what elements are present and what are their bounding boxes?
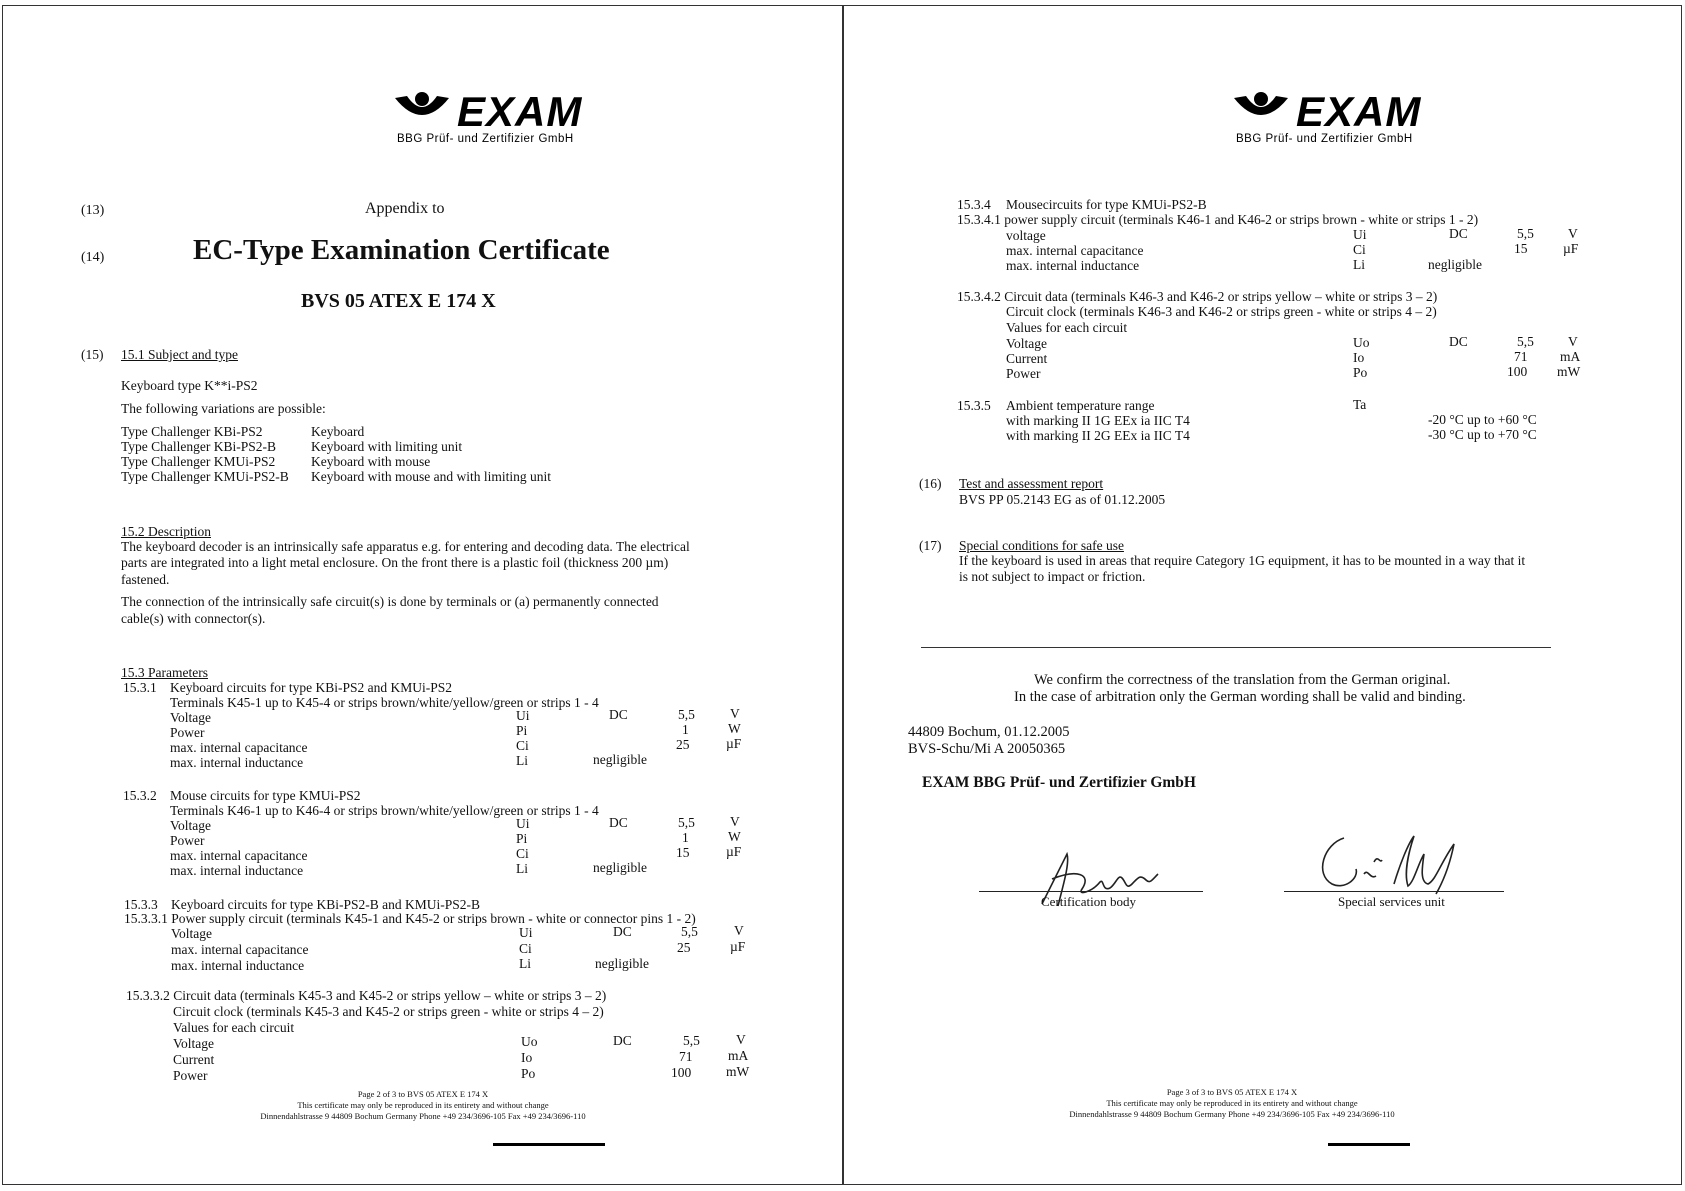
param-kind: DC (609, 707, 628, 722)
param-symbol: Pi (516, 723, 528, 738)
param-symbol: Io (521, 1050, 533, 1065)
variation-type: Type Challenger KMUi-PS2 (121, 454, 276, 469)
description-line: fastened. (121, 572, 170, 587)
company-name: EXAM BBG Prüf- und Zertifizier GmbH (922, 774, 1196, 791)
section-subtitle: Values for each circuit (173, 1020, 295, 1035)
param-symbol: Ta (1353, 397, 1367, 412)
section-number: 15.3.5 (957, 398, 991, 413)
footer-notice: This certificate may only be reproduced in its entirety and without change (297, 1100, 549, 1110)
param-value: 5,5 (1517, 334, 1534, 349)
section-number: 15.3.2 (123, 788, 157, 803)
marking-label: with marking II 2G EEx ia IIC T4 (1006, 428, 1190, 443)
param-name: Current (173, 1052, 215, 1067)
exam-logo-icon (393, 92, 451, 128)
param-kind: DC (613, 1033, 632, 1048)
param-value: 5,5 (678, 815, 695, 830)
param-symbol: Ci (1353, 242, 1366, 257)
param-kind: DC (613, 924, 632, 939)
param-unit: mW (1557, 364, 1581, 379)
signature-label: Special services unit (1338, 894, 1445, 909)
section-subtitle: 15.3.4.1 power supply circuit (terminals K46-1 and K46-2 or strips brown - white or strips 1 - 2) (957, 212, 1479, 227)
param-value: 5,5 (683, 1033, 700, 1048)
param-name: max. internal inductance (1006, 258, 1140, 273)
param-unit: V (730, 706, 740, 721)
param-value: 1 (682, 830, 689, 845)
param-name: Power (170, 833, 205, 848)
param-kind: DC (1449, 334, 1468, 349)
param-unit: V (734, 923, 744, 938)
file-reference: BVS-Schu/Mi A 20050365 (908, 741, 1066, 757)
param-symbol: Ui (516, 816, 530, 831)
param-name: Power (170, 725, 205, 740)
section-number: 15.3.1 (123, 680, 157, 695)
param-value: 71 (1514, 349, 1528, 364)
section-subtitle: 15.3.4.2 Circuit data (terminals K46-3 and K46-2 or strips yellow – white or strips 3 – 2) (957, 289, 1438, 304)
param-name: max. internal inductance (170, 863, 304, 878)
footer-page-ref: Page 2 of 3 to BVS 05 ATEX E 174 X (357, 1089, 489, 1099)
param-kind: negligible (593, 860, 647, 875)
param-unit: V (736, 1032, 746, 1047)
page-footer (962, 1087, 1502, 1120)
variation-desc: Keyboard with mouse (311, 454, 431, 469)
param-unit: mW (726, 1064, 750, 1079)
section-subtitle: 15.3.3.1 Power supply circuit (terminals K45-1 and K45-2 or strips brown - white or connector pins 1 - 2) (124, 911, 696, 926)
param-unit: µF (730, 939, 746, 954)
marking-label: with marking II 1G EEx ia IIC T4 (1006, 413, 1190, 428)
section-number: 15.3.3 (124, 897, 158, 912)
description-line: The keyboard decoder is an intrinsically safe apparatus e.g. for entering and decoding data. The electrical (121, 539, 690, 554)
param-name: max. internal capacitance (171, 942, 309, 957)
section-title: Ambient temperature range (1006, 398, 1155, 413)
temperature-range: -30 °C up to +70 °C (1428, 427, 1537, 442)
report-heading: Test and assessment report (959, 476, 1104, 491)
section-15-1-heading: 15.1 Subject and type (121, 347, 238, 362)
exam-logo (393, 90, 613, 160)
param-symbol: Li (516, 861, 528, 876)
param-unit: W (728, 721, 741, 736)
divider (921, 647, 1551, 648)
signature-line (1284, 891, 1504, 892)
certificate-title: EC-Type Examination Certificate (193, 234, 610, 266)
section-subtitle: Circuit clock (terminals K46-3 and K46-2 or strips green - white or strips 4 – 2) (1006, 304, 1437, 319)
param-value: 5,5 (681, 924, 698, 939)
page-footer (153, 1089, 693, 1122)
param-value: 5,5 (678, 707, 695, 722)
param-symbol: Po (521, 1066, 536, 1081)
param-symbol: Ui (519, 925, 533, 940)
description-line: The connection of the intrinsically safe circuit(s) is done by terminals or (a) permanently connected (121, 594, 659, 609)
certificate-number: BVS 05 ATEX E 174 X (301, 290, 496, 312)
footer-address: Dinnendahlstrasse 9 44809 Bochum Germany Phone +49 234/3696-105 Fax +49 234/3696-110 (1069, 1109, 1395, 1119)
variation-type: Type Challenger KMUi-PS2-B (121, 469, 289, 484)
param-value: 25 (676, 737, 690, 752)
section-subtitle: Terminals K46-1 up to K46-4 or strips brown/white/yellow/green or strips 1 - 4 (170, 803, 599, 818)
param-value: 71 (679, 1049, 693, 1064)
param-name: Voltage (170, 818, 211, 833)
param-symbol: Io (1353, 350, 1365, 365)
report-reference: BVS PP 05.2143 EG as of 01.12.2005 (959, 492, 1166, 507)
param-symbol: Li (519, 956, 531, 971)
keyboard-type: Keyboard type K**i-PS2 (121, 378, 258, 393)
signature-line (979, 891, 1203, 892)
param-kind: DC (609, 815, 628, 830)
appendix-label: Appendix to (365, 200, 445, 217)
variation-type: Type Challenger KBi-PS2-B (121, 439, 277, 454)
variation-desc: Keyboard (311, 424, 365, 439)
param-kind: DC (1449, 226, 1468, 241)
footer-bar (1328, 1143, 1410, 1146)
param-symbol: Ui (516, 708, 530, 723)
param-value: 15 (676, 845, 690, 860)
param-unit: V (1568, 226, 1578, 241)
logo-word: EXAM (457, 88, 583, 135)
logo-word: EXAM (1296, 88, 1422, 135)
section-15-3-heading: 15.3 Parameters (121, 665, 208, 680)
section-subtitle: Values for each circuit (1006, 320, 1128, 335)
param-unit: µF (726, 736, 742, 751)
footer-address: Dinnendahlstrasse 9 44809 Bochum Germany Phone +49 234/3696-105 Fax +49 234/3696-110 (260, 1111, 586, 1121)
temperature-range: -20 °C up to +60 °C (1428, 412, 1537, 427)
param-unit: V (730, 814, 740, 829)
variation-desc: Keyboard with limiting unit (311, 439, 463, 454)
logo-subtitle: BBG Prüf- und Zertifizier GmbH (1236, 133, 1413, 145)
exam-logo-icon (1232, 92, 1290, 128)
logo-subtitle: BBG Prüf- und Zertifizier GmbH (397, 133, 574, 145)
param-name: voltage (1006, 228, 1046, 243)
item-number-15: (15) (81, 347, 104, 362)
param-symbol: Pi (516, 831, 528, 846)
section-title: Mouse circuits for type KMUi-PS2 (170, 788, 361, 803)
param-name: max. internal capacitance (1006, 243, 1144, 258)
section-title: Mousecircuits for type KMUi-PS2-B (1006, 197, 1207, 212)
param-value: 15 (1514, 241, 1528, 256)
variations-intro: The following variations are possible: (121, 401, 326, 416)
param-unit: W (728, 829, 741, 844)
param-name: Voltage (173, 1036, 214, 1051)
description-line: cable(s) with connector(s). (121, 611, 266, 626)
param-name: Power (173, 1068, 208, 1083)
confirmation-line: In the case of arbitration only the German wording shall be valid and binding. (1014, 689, 1466, 705)
param-kind: negligible (593, 752, 647, 767)
param-symbol: Ci (516, 738, 529, 753)
param-unit: µF (1563, 241, 1579, 256)
param-symbol: Li (1353, 257, 1365, 272)
param-value: 5,5 (1517, 226, 1534, 241)
param-unit: mA (1560, 349, 1581, 364)
description-line: parts are integrated into a light metal enclosure. On the front there is a plastic foil (thickness 200 µm) (121, 555, 669, 570)
item-number-16: (16) (919, 476, 942, 491)
variation-type: Type Challenger KBi-PS2 (121, 424, 263, 439)
param-kind: negligible (1428, 257, 1482, 272)
param-unit: mA (728, 1048, 749, 1063)
param-symbol: Ci (516, 846, 529, 861)
certificate-page-3 (843, 5, 1682, 1185)
item-number-14: (14) (81, 250, 105, 265)
param-unit: V (1568, 334, 1578, 349)
exam-logo (1232, 90, 1452, 160)
special-conditions-text: If the keyboard is used in areas that require Category 1G equipment, it has to be mounted in a way that it (959, 553, 1526, 568)
param-symbol: Uo (1353, 335, 1370, 350)
certificate-page-2 (2, 5, 843, 1185)
param-name: Current (1006, 351, 1048, 366)
footer-notice: This certificate may only be reproduced in its entirety and without change (1106, 1098, 1358, 1108)
param-symbol: Po (1353, 365, 1368, 380)
special-conditions-text: is not subject to impact or friction. (959, 569, 1146, 584)
footer-page-ref: Page 3 of 3 to BVS 05 ATEX E 174 X (1166, 1087, 1298, 1097)
param-kind: negligible (595, 956, 649, 971)
variation-desc: Keyboard with mouse and with limiting unit (311, 469, 551, 484)
param-name: Power (1006, 366, 1041, 381)
param-name: Voltage (170, 710, 211, 725)
param-value: 100 (671, 1065, 692, 1080)
signature-label: Certification body (1041, 894, 1136, 909)
section-subtitle: Terminals K45-1 up to K45-4 or strips brown/white/yellow/green or strips 1 - 4 (170, 695, 599, 710)
confirmation-line: We confirm the correctness of the translation from the German original. (1034, 672, 1451, 688)
item-number-17: (17) (919, 538, 942, 553)
param-value: 25 (677, 940, 691, 955)
param-symbol: Ci (519, 941, 532, 956)
param-value: 1 (682, 722, 689, 737)
section-number: 15.3.4 (957, 197, 991, 212)
section-title: Keyboard circuits for type KBi-PS2 and KMUi-PS2 (170, 680, 452, 695)
param-symbol: Li (516, 753, 528, 768)
special-conditions-heading: Special conditions for safe use (959, 538, 1124, 553)
param-symbol: Uo (521, 1034, 538, 1049)
param-name: max. internal inductance (171, 958, 305, 973)
param-name: max. internal capacitance (170, 740, 308, 755)
item-number-13: (13) (81, 203, 105, 218)
footer-bar (493, 1143, 605, 1146)
param-name: max. internal inductance (170, 755, 304, 770)
signature-special-services (1304, 824, 1474, 904)
section-subtitle: 15.3.3.2 Circuit data (terminals K45-3 and K45-2 or strips yellow – white or strips 3 – 2) (126, 988, 607, 1003)
param-value: 100 (1507, 364, 1528, 379)
section-subtitle: Circuit clock (terminals K45-3 and K45-2 or strips green - white or strips 4 – 2) (173, 1004, 604, 1019)
param-name: Voltage (171, 926, 212, 941)
section-title: Keyboard circuits for type KBi-PS2-B and KMUi-PS2-B (171, 897, 480, 912)
section-15-2-heading: 15.2 Description (121, 524, 211, 539)
param-unit: µF (726, 844, 742, 859)
param-symbol: Ui (1353, 227, 1367, 242)
param-name: Voltage (1006, 336, 1047, 351)
place-date: 44809 Bochum, 01.12.2005 (908, 724, 1070, 740)
param-name: max. internal capacitance (170, 848, 308, 863)
